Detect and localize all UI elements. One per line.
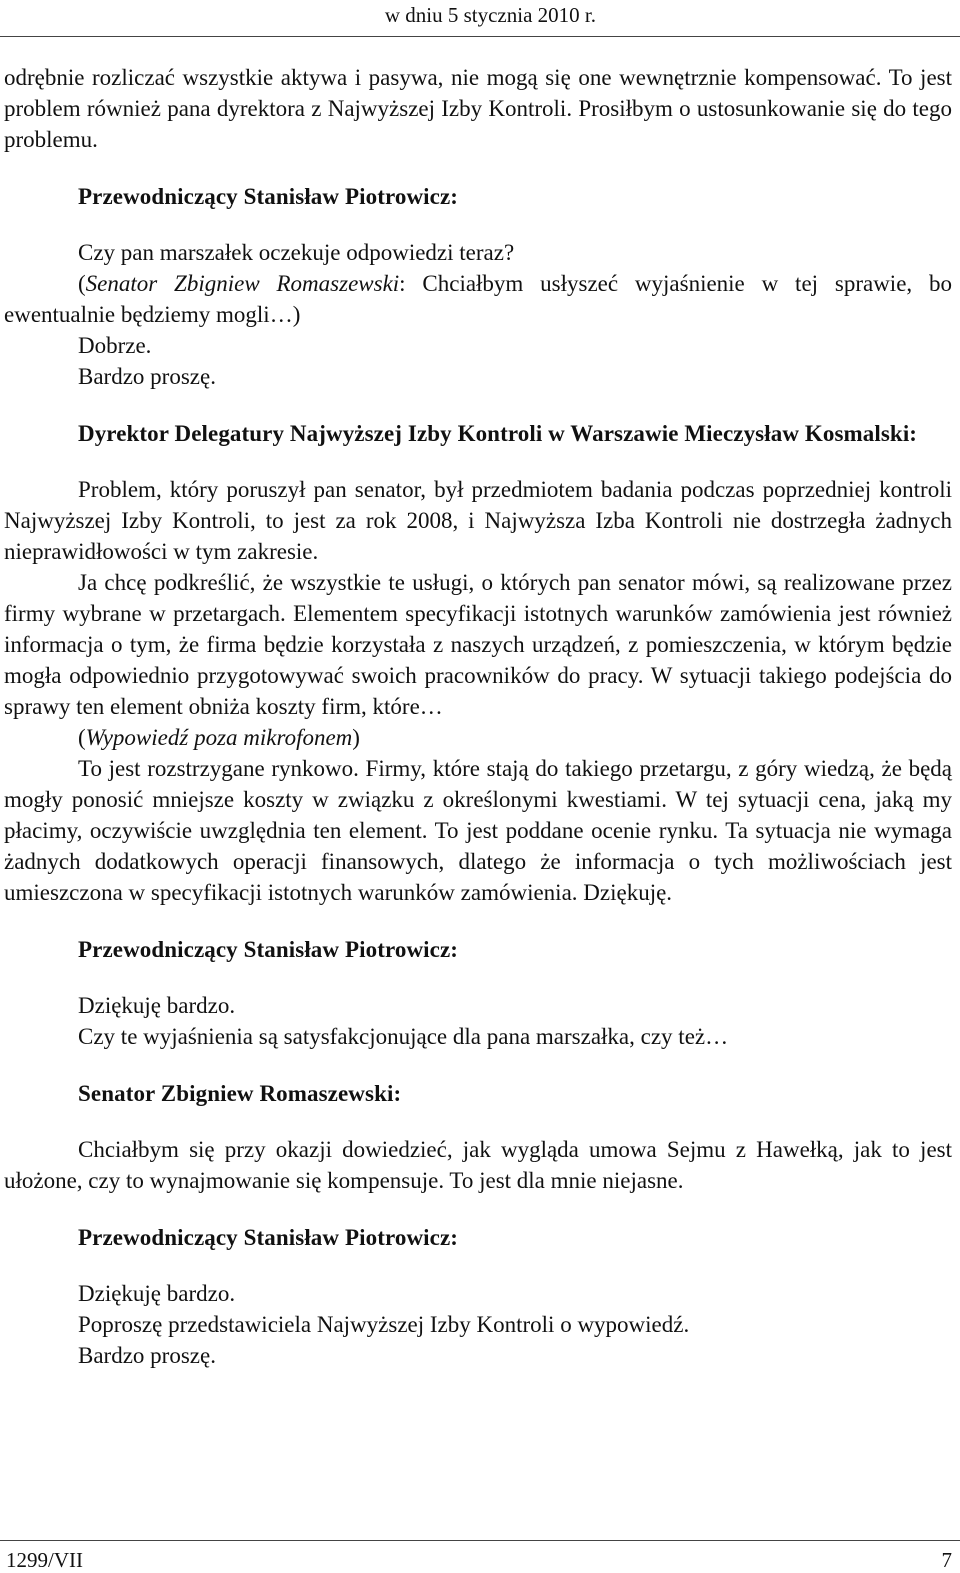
interjection-text: : Chciałbym usłyszeć wyjaśnienie w tej sprawie, bo ewentualnie będziemy mogli…): [4, 271, 952, 327]
aside-open: (: [78, 725, 86, 750]
paragraph: Czy te wyjaśnienia są satysfakcjonujące dla pana marszałka, czy też…: [78, 1024, 729, 1049]
speaker-heading: Senator Zbigniew Romaszewski:: [78, 1081, 402, 1106]
page-number: 7: [941, 1548, 952, 1572]
page-footer: [0, 1540, 960, 1572]
aside-close: ): [352, 725, 360, 750]
interjection-open: (: [78, 271, 86, 296]
document-number: 1299/VII: [6, 1548, 83, 1572]
paragraph: odrębnie rozliczać wszystkie aktywa i pasywa, nie mogą się one wewnętrznie kompensować. To jest problem również pana dyrektora z Najwyższej Izby Kontroli. Prosiłbym o ustosunkowanie się do tego problemu.: [4, 65, 952, 152]
paragraph: Chciałbym się przy okazji dowiedzieć, jak wygląda umowa Sejmu z Hawełką, jak to jest ułożone, czy to wynajmowanie się kompensuje. To jest dla mnie niejasne.: [4, 1137, 952, 1193]
paragraph: To jest rozstrzygane rynkowo. Firmy, które stają do takiego przetargu, z góry wiedzą, że będą mogły ponosić mniejsze koszty w związku z określonymi kwestiami. W tej sytuacji cena, jaką my płacimy, oczywiście uwzględnia ten element. To jest poddane ocenie rynku. Ta sytuacja nie wymaga żadnych dodatkowych operacji finansowych, dlatego że informacja o tych możliwościach jest umieszczona w specyfikacji istotnych warunków zamówienia. Dziękuję.: [4, 756, 952, 905]
speaker-heading: Dyrektor Delegatury Najwyższej Izby Kontroli w Warszawie Mieczysław Kosmalski:: [78, 421, 918, 446]
paragraph: Problem, który poruszył pan senator, był przedmiotem badania podczas poprzedniej kontroli Najwyższej Izby Kontroli, to jest za rok 2008, i Najwyższa Izba Kontroli nie dostrzegła żadnych nieprawidłowości w tym zakresie.: [4, 477, 952, 564]
paragraph: Ja chcę podkreślić, że wszystkie te usługi, o których pan senator mówi, są realizowane przez firmy wybrane w przetargach. Elementem specyfikacji istotnych warunków zamówienia jest również informacja o tym, że firma będzie korzystała z naszych urządzeń, z pomieszczenia, w którym będzie mogła odpowiednio przygotowywać swoich pracowników do pracy. W sytuacji takiego podejścia do sprawy ten element obniża koszty firm, które…: [4, 570, 952, 719]
aside-text: Wypowiedź poza mikrofonem: [85, 725, 353, 750]
paragraph: Poproszę przedstawiciela Najwyższej Izby Kontroli o wypowiedź.: [78, 1312, 690, 1337]
speaker-heading: Przewodniczący Stanisław Piotrowicz:: [78, 184, 459, 209]
speaker-heading: Przewodniczący Stanisław Piotrowicz:: [78, 937, 459, 962]
interjection-speaker: Senator Zbigniew Romaszewski: [85, 271, 400, 296]
speaker-heading: Przewodniczący Stanisław Piotrowicz:: [78, 1225, 459, 1250]
transcript-body: [4, 62, 952, 1371]
paragraph: Dziękuję bardzo.: [78, 1281, 236, 1306]
paragraph: Dobrze.: [78, 333, 152, 358]
paragraph: Bardzo proszę.: [78, 1343, 216, 1368]
paragraph: Dziękuję bardzo.: [78, 993, 236, 1018]
paragraph-aside: [4, 722, 952, 753]
paragraph-interjection: [4, 268, 952, 330]
paragraph: Bardzo proszę.: [78, 364, 216, 389]
page-header: [0, 0, 960, 37]
paragraph: Czy pan marszałek oczekuje odpowiedzi teraz?: [78, 240, 515, 265]
session-date: w dniu 5 stycznia 2010 r.: [384, 3, 596, 27]
